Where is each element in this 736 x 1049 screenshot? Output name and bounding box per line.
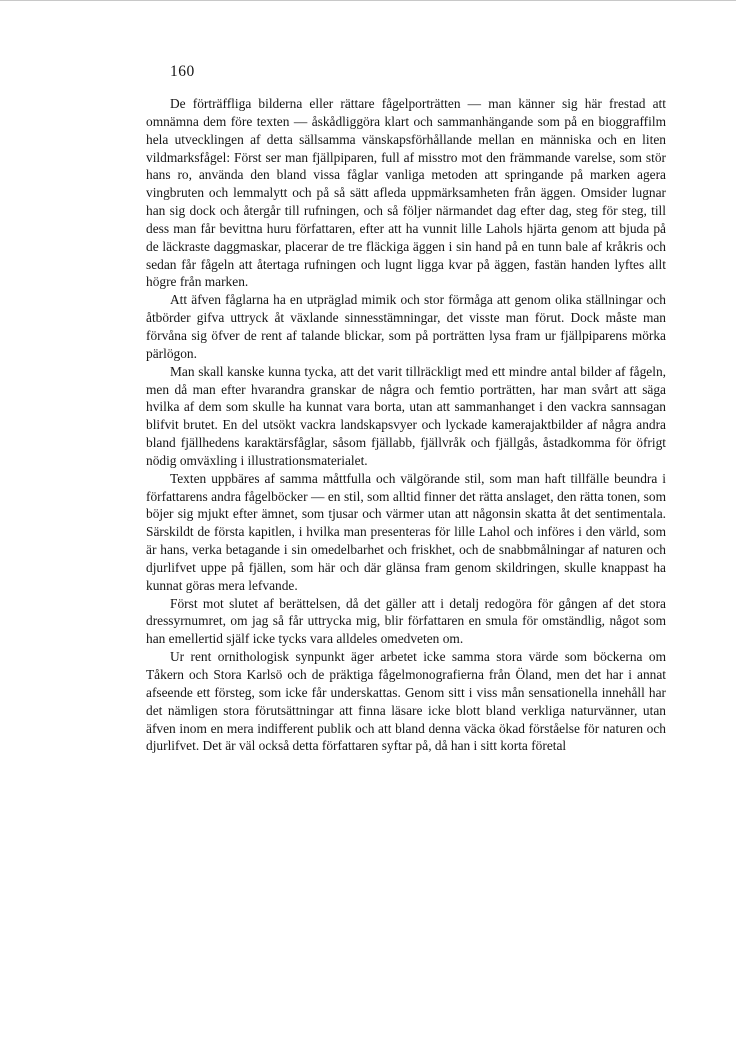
paragraph-2: Att äfven fåglarna ha en utpräglad mimik och stor förmåga att genom olika ställningar och åtbörder gifva uttryck åt växlande sinnesstämningar, det visste man förut. Dock måste man förvåna sig öfver de rent af talande blickar, som på porträtten lysa fram ur fjällpiparens mörka pärlögon. (146, 292, 666, 361)
paragraph-4: Texten uppbäres af samma måttfulla och välgörande stil, som man haft tillfälle beundra i författarens andra fågelböcker — en stil, som alltid finner det rätta anslaget, den rätta tonen, som böjer sig mjukt efter ämnet, som tjusar och värmer utan att någonsin skatta åt det sentimentala. Särskildt de första kapitlen, i hvilka man presenteras för lille Lahol och införes i den värld, som är hans, verka betagande i sin omedelbarhet och friskhet, och de snabbmålningar af naturen och djurlifvet uppe på fjällen, som här och där glänsa fram genom skildringen, skulle knappast ha kunnat göras mera lefvande. (146, 470, 666, 593)
paragraph-1: De förträffliga bilderna eller rättare fågelporträtten — man känner sig här frestad att omnämna dem före texten — åskådliggöra klart och sammanhängande som på en bioggraffilm hela utvecklingen af detta sällsamma vänskapsförhållande mellan en människa och en liten vildmarksfågel: Först ser man fjällpiparen, full af misstro mot den främmande varelse, som stör hans ro, använda den bland vissa fåglar vanliga metoden att springande på marken agera vingbruten och lemmalytt och på så sätt afleda uppmärksamheten från äggen. Omsider lugnar han sig dock och återgår till rufningen, och så följer närmandet dag efter dag, steg för steg, till dess man får bevittna huru författaren, efter att ha vunnit lille Lahols hjärta genom att bjuda på de läckraste daggmaskar, placerar de tre fläckiga äggen i sin hand på en tunn bale af kråkris och sedan får fågeln att återtaga rufningen och lugnt ligga kvar på äggen, fastän handen lyftes allt högre från marken. (146, 96, 666, 290)
paragraph-6: Ur rent ornithologisk synpunkt äger arbetet icke samma stora värde som böckerna om Tåkern och Stora Karlsö och de präktiga fågelmonografierna från Öland, men det har i annat afseende ett försteg, som icke får underskattas. Genom sitt i viss mån sensationella innehåll har det nämligen stora förutsättningar att finna läsare icke blott bland verkliga naturvänner, utan äfven inom en mera indifferent publik och att bland denna väcka ökad förståelse för naturen och djurlifvet. Det är väl också detta författaren syftar på, då han i sitt korta företal (146, 649, 666, 754)
body-text (146, 95, 666, 755)
page-number: 160 (170, 63, 195, 80)
scan-top-edge (0, 0, 736, 1)
paragraph-5: Först mot slutet af berättelsen, då det gäller att i detalj redogöra för gången af det stora dressyrnumret, om jag så får uttrycka mig, blir författaren en smula för omständlig, något som han emellertid själf icke tycks vara alldeles omedveten om. (146, 595, 666, 647)
paragraph-3: Man skall kanske kunna tycka, att det varit tillräckligt med ett mindre antal bilder af fågeln, men då man efter hvarandra granskar de några och femtio porträtten, har man svårt att säga hvilka af dem som skulle ha kunnat vara borta, utan att sammanhanget i den vackra sannsagan blifvit brutet. En del utsökt vackra landskapsvyer och lyckade kamerajaktbilder af några andra bland fjällhedens karaktärsfåglar, såsom fjällabb, fjällvråk och fjällgås, åstadkomma för öfrigt nödig omväxling i illustrationsmaterialet. (146, 363, 666, 468)
